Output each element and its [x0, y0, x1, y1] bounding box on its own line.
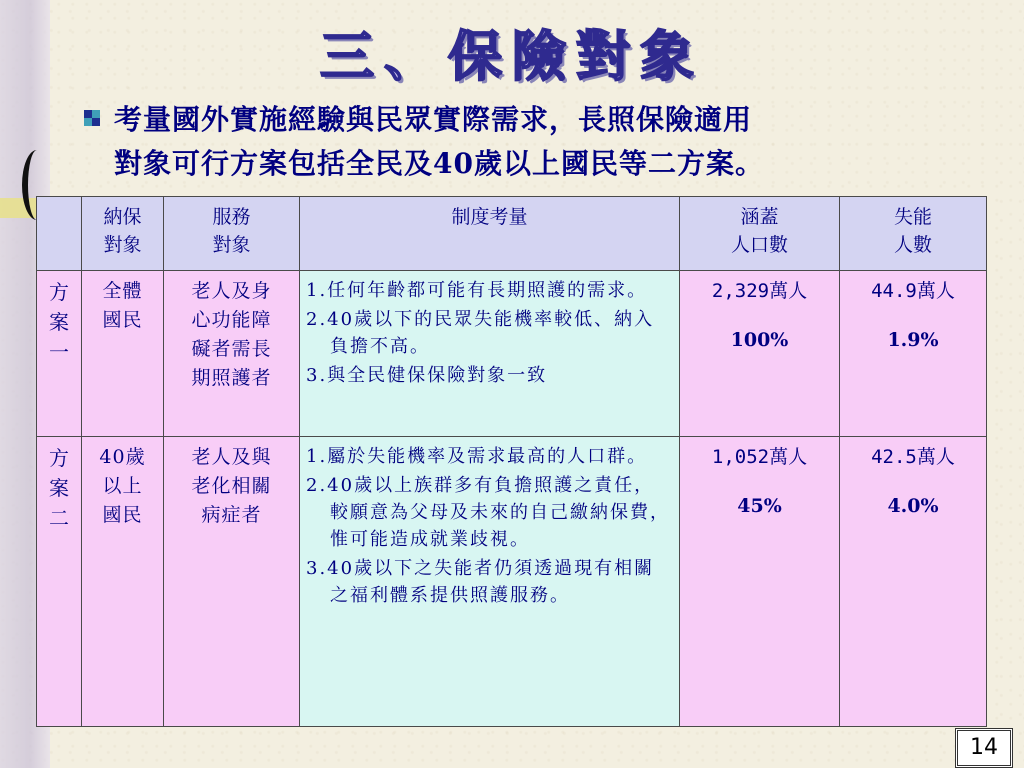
- table-row-plan-1: [37, 271, 987, 437]
- table-row-plan-2: [37, 437, 987, 727]
- consideration-item: 3.與全民健保保險對象一致: [306, 365, 548, 386]
- bullet-line-2: 對象可行方案包括全民及40歲以上國民等二方案。: [114, 147, 764, 180]
- square-bullet-icon: [84, 110, 100, 126]
- service-cell: 老人及身 心功能障 礙者需長 期照護者: [164, 271, 300, 437]
- service-cell: 老人及與 老化相關 病症者: [164, 437, 300, 727]
- slide-title: 三、保險對象: [320, 24, 704, 88]
- header-insured: 納保 對象: [82, 197, 164, 271]
- plan-label: 方 案 一: [37, 271, 82, 437]
- header-population: 涵蓋 人口數: [680, 197, 840, 271]
- comparison-table: [36, 196, 987, 727]
- bullet-paragraph: [84, 98, 994, 186]
- bullet-line-1: 考量國外實施經驗與民眾實際需求，長照保險適用: [114, 103, 753, 136]
- disabled-cell: 42.5萬人 4.0%: [840, 437, 987, 727]
- plan-label: 方 案 二: [37, 437, 82, 727]
- consideration-item: 2.40歲以上族群多有負擔照護之責任，較願意為父母及未來的自己繳納保費，惟可能造成就業歧視。: [306, 475, 670, 550]
- insured-cell: 40歲 以上 國民: [82, 437, 164, 727]
- consideration-item: 1.任何年齡都可能有長期照護的需求。: [306, 280, 648, 301]
- consideration-item: 2.40歲以下的民眾失能機率較低、納入負擔不高。: [306, 309, 655, 357]
- population-cell: 2,329萬人 100%: [680, 271, 840, 437]
- consideration-item: 1.屬於失能機率及需求最高的人口群。: [306, 446, 648, 467]
- header-disabled: 失能 人數: [840, 197, 987, 271]
- header-considerations: 制度考量: [300, 197, 680, 271]
- considerations-cell: [300, 271, 680, 437]
- header-service: 服務 對象: [164, 197, 300, 271]
- disabled-cell: 44.9萬人 1.9%: [840, 271, 987, 437]
- consideration-item: 3.40歲以下之失能者仍須透過現有相關之福利體系提供照護服務。: [306, 558, 655, 606]
- considerations-cell: [300, 437, 680, 727]
- insured-cell: 全體 國民: [82, 271, 164, 437]
- header-blank: [37, 197, 82, 271]
- population-cell: 1,052萬人 45%: [680, 437, 840, 727]
- header-row: [37, 197, 987, 271]
- page-number: 14: [955, 728, 1013, 768]
